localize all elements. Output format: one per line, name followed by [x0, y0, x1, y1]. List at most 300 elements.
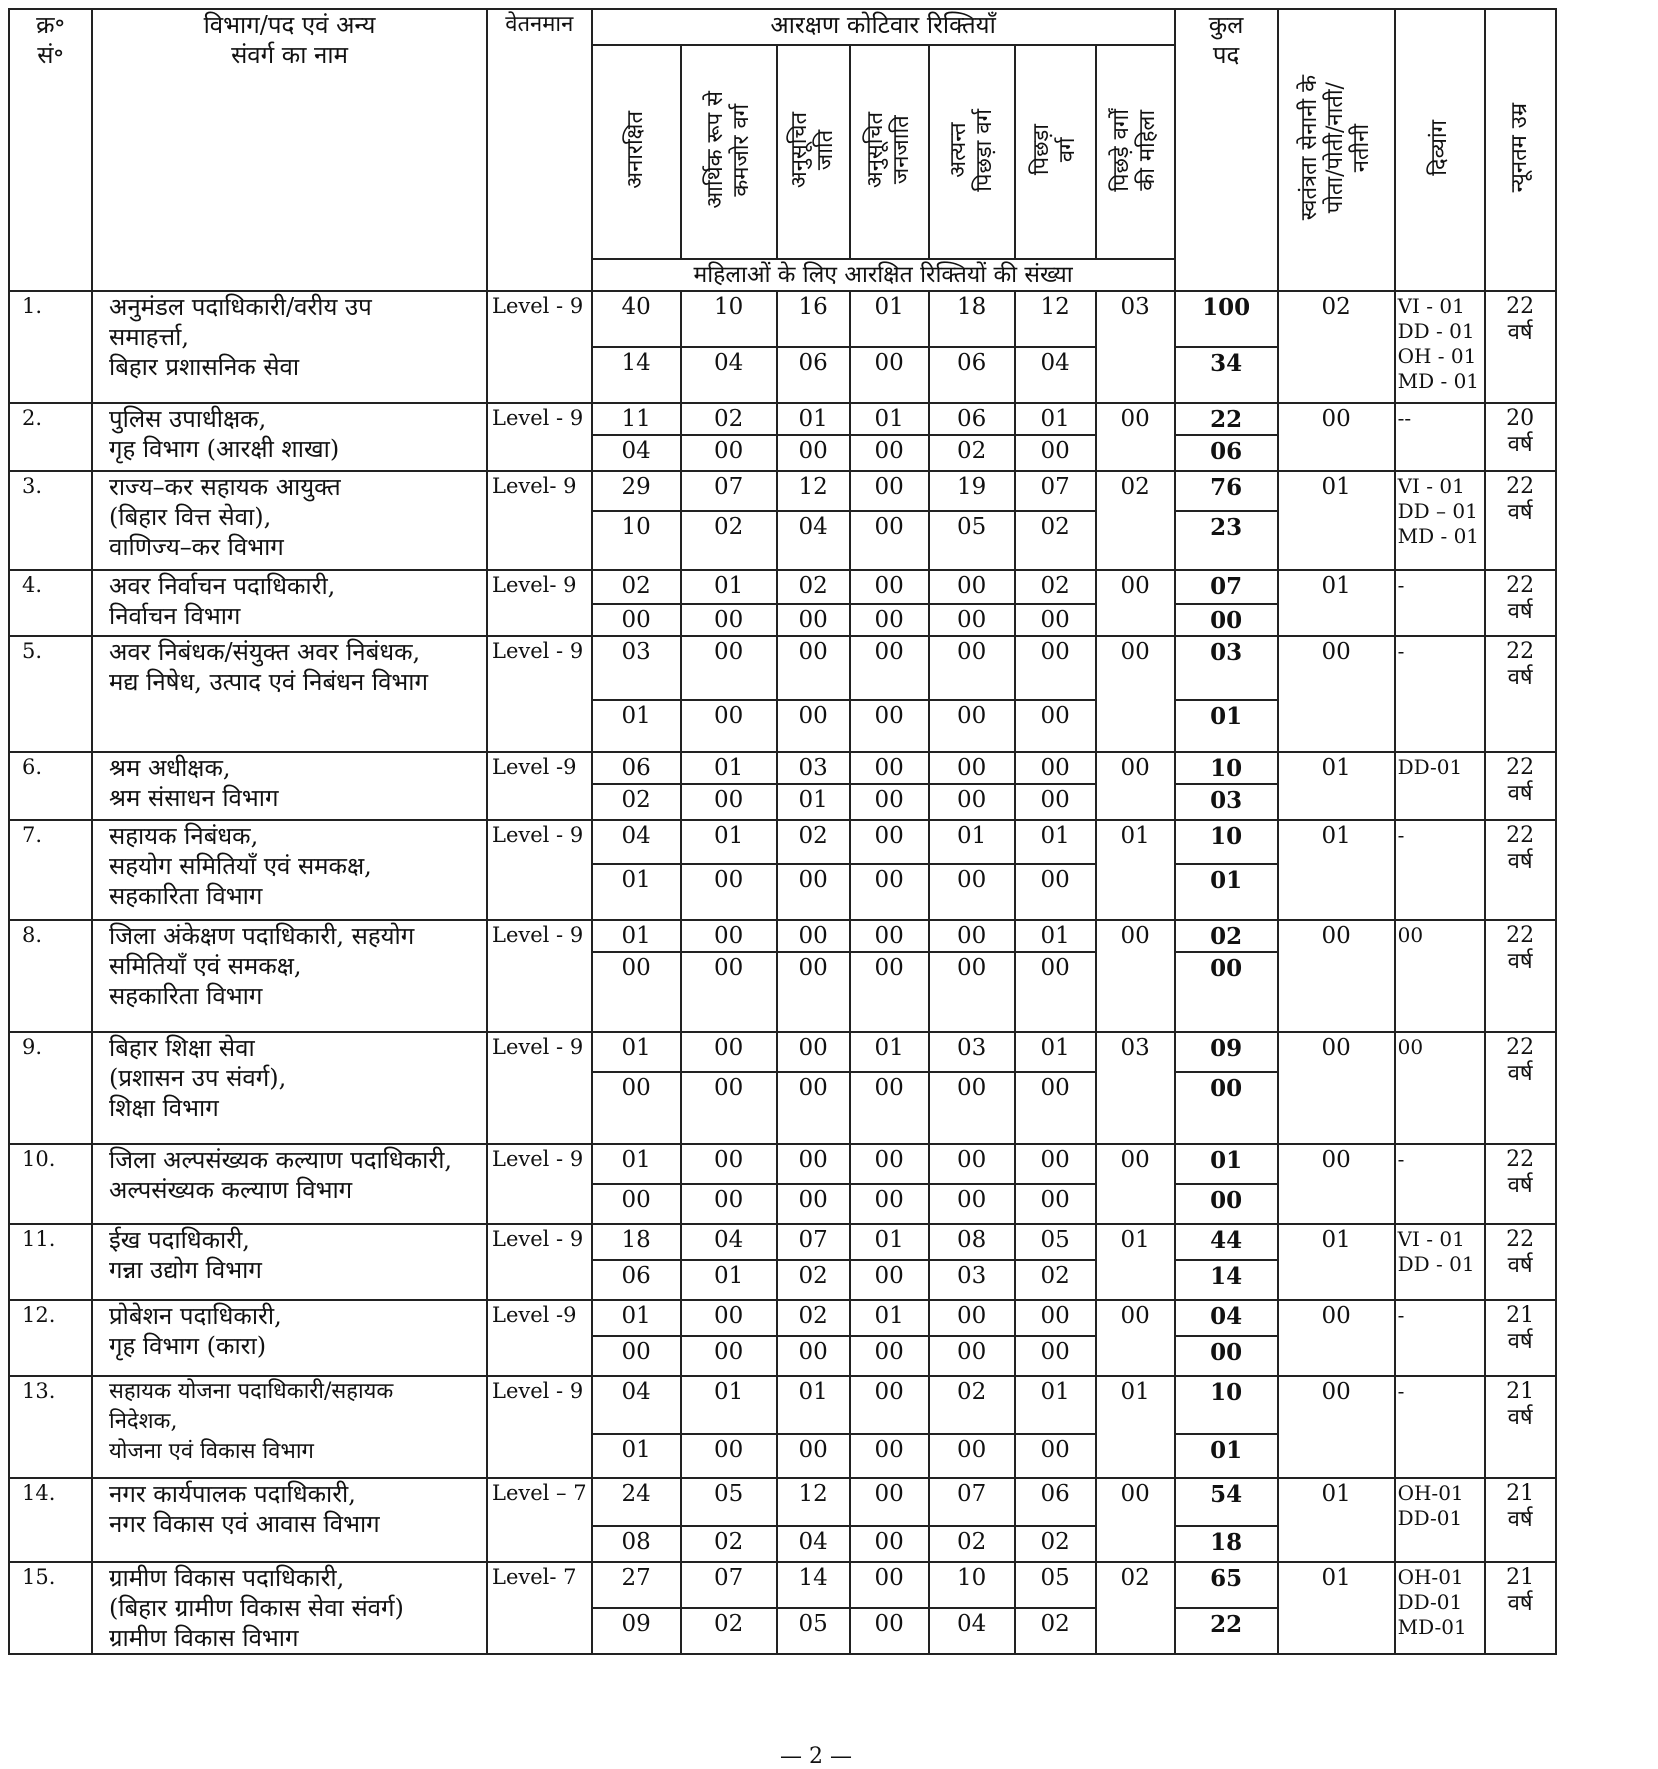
vacancy-count: 04	[681, 1224, 777, 1260]
vacancy-count: 29	[592, 471, 681, 511]
post-name: पुलिस उपाधीक्षक, गृह विभाग (आरक्षी शाखा)	[92, 403, 487, 471]
women-vacancy-count: 03	[929, 1260, 1015, 1300]
vacancy-count: 00	[777, 1032, 850, 1072]
pay-level: Level - 9	[487, 1376, 592, 1478]
women-vacancy-count: 04	[1015, 347, 1096, 403]
bc-women-count: 02	[1096, 471, 1175, 570]
freedom-fighter-count: 02	[1278, 291, 1395, 403]
vacancy-count: 00	[850, 1478, 929, 1526]
min-age: 22 वर्ष	[1485, 752, 1556, 820]
divyang-breakup: OH-01 DD-01 MD-01	[1395, 1562, 1485, 1654]
total-posts: 76	[1175, 471, 1278, 511]
total-women-posts: 06	[1175, 435, 1278, 471]
serial-number: 14.	[9, 1478, 92, 1562]
vacancy-count: 16	[777, 291, 850, 347]
vacancy-count: 00	[681, 636, 777, 700]
women-vacancy-count: 00	[1015, 1434, 1096, 1478]
vacancy-count: 02	[777, 1300, 850, 1336]
divyang-breakup: -	[1395, 820, 1485, 920]
vacancy-count: 01	[850, 1300, 929, 1336]
serial-number: 7.	[9, 820, 92, 920]
women-vacancy-count: 00	[592, 952, 681, 1032]
table-row	[9, 1562, 1556, 1608]
women-vacancy-count: 00	[777, 604, 850, 636]
vacancy-count: 03	[777, 752, 850, 784]
women-vacancy-count: 05	[777, 1608, 850, 1654]
table-row	[9, 1300, 1556, 1336]
women-vacancy-count: 00	[777, 435, 850, 471]
vacancy-count: 11	[592, 403, 681, 435]
bc-women-count: 00	[1096, 1144, 1175, 1224]
women-vacancy-count: 10	[592, 511, 681, 570]
serial-number: 15.	[9, 1562, 92, 1654]
women-vacancy-count: 08	[592, 1526, 681, 1562]
vacancy-count: 02	[777, 570, 850, 604]
min-age: 21 वर्ष	[1485, 1376, 1556, 1478]
women-vacancy-count: 02	[929, 1526, 1015, 1562]
women-vacancy-count: 02	[929, 435, 1015, 471]
vacancy-count: 02	[777, 820, 850, 864]
women-vacancy-count: 05	[929, 511, 1015, 570]
serial-number: 11.	[9, 1224, 92, 1300]
bc-women-count: 03	[1096, 291, 1175, 403]
vacancy-count: 00	[681, 1300, 777, 1336]
post-name: अवर निर्वाचन पदाधिकारी, निर्वाचन विभाग	[92, 570, 487, 636]
post-name: ग्रामीण विकास पदाधिकारी, (बिहार ग्रामीण विकास सेवा संवर्ग) ग्रामीण विकास विभाग	[92, 1562, 487, 1654]
vacancy-count: 07	[681, 471, 777, 511]
min-age: 21 वर्ष	[1485, 1562, 1556, 1654]
post-name: ईख पदाधिकारी, गन्ना उद्योग विभाग	[92, 1224, 487, 1300]
header-min-age: न्यूनतम उम्र	[1485, 9, 1556, 291]
min-age: 21 वर्ष	[1485, 1478, 1556, 1562]
pay-level: Level -9	[487, 752, 592, 820]
table-row	[9, 1478, 1556, 1526]
pay-level: Level - 9	[487, 1032, 592, 1144]
header-cat-st: अनुसूचित जनजाति	[850, 45, 929, 259]
women-vacancy-count: 02	[1015, 511, 1096, 570]
women-vacancy-count: 04	[777, 511, 850, 570]
freedom-fighter-count: 01	[1278, 1562, 1395, 1654]
women-vacancy-count: 06	[777, 347, 850, 403]
freedom-fighter-count: 01	[1278, 1478, 1395, 1562]
serial-number: 8.	[9, 920, 92, 1032]
vacancy-count: 00	[681, 920, 777, 952]
total-posts: 01	[1175, 1144, 1278, 1184]
divyang-breakup: -	[1395, 1300, 1485, 1376]
divyang-breakup: OH-01 DD-01	[1395, 1478, 1485, 1562]
vacancy-count: 27	[592, 1562, 681, 1608]
post-name: श्रम अधीक्षक, श्रम संसाधन विभाग	[92, 752, 487, 820]
vacancy-count: 04	[592, 1376, 681, 1434]
bc-women-count: 00	[1096, 570, 1175, 636]
total-posts: 04	[1175, 1300, 1278, 1336]
women-vacancy-count: 00	[850, 1184, 929, 1224]
vacancy-count: 06	[1015, 1478, 1096, 1526]
serial-number: 12.	[9, 1300, 92, 1376]
women-vacancy-count: 00	[929, 1336, 1015, 1376]
divyang-breakup: 00	[1395, 920, 1485, 1032]
pay-level: Level - 9	[487, 291, 592, 403]
women-vacancy-count: 00	[1015, 435, 1096, 471]
women-vacancy-count: 01	[592, 1434, 681, 1478]
pay-level: Level - 9	[487, 820, 592, 920]
vacancy-count: 10	[681, 291, 777, 347]
header-cat-ebc: अत्यन्त पिछड़ा वर्ग	[929, 45, 1015, 259]
women-vacancy-count: 01	[777, 784, 850, 820]
freedom-fighter-count: 00	[1278, 1300, 1395, 1376]
header-total: कुल पद	[1175, 9, 1278, 291]
vacancy-count: 00	[929, 752, 1015, 784]
women-vacancy-count: 00	[681, 864, 777, 920]
vacancy-count: 12	[777, 471, 850, 511]
vacancy-count: 00	[777, 1144, 850, 1184]
total-posts: 44	[1175, 1224, 1278, 1260]
women-vacancy-count: 00	[850, 1336, 929, 1376]
pay-level: Level - 9	[487, 920, 592, 1032]
serial-number: 1.	[9, 291, 92, 403]
divyang-breakup: -	[1395, 636, 1485, 752]
vacancy-count: 01	[681, 752, 777, 784]
total-women-posts: 22	[1175, 1608, 1278, 1654]
women-vacancy-count: 00	[929, 700, 1015, 752]
women-vacancy-count: 00	[681, 784, 777, 820]
vacancy-count: 01	[681, 820, 777, 864]
women-vacancy-count: 00	[1015, 784, 1096, 820]
header-divyang: दिव्यांग	[1395, 9, 1485, 291]
vacancy-count: 24	[592, 1478, 681, 1526]
women-vacancy-count: 04	[777, 1526, 850, 1562]
women-vacancy-count: 00	[777, 1336, 850, 1376]
vacancy-count: 01	[592, 1144, 681, 1184]
women-vacancy-count: 00	[929, 784, 1015, 820]
vacancy-count: 06	[592, 752, 681, 784]
women-vacancy-count: 00	[777, 700, 850, 752]
women-vacancy-count: 00	[850, 604, 929, 636]
women-vacancy-count: 00	[777, 1434, 850, 1478]
women-vacancy-count: 00	[929, 1184, 1015, 1224]
post-name: राज्य–कर सहायक आयुक्त (बिहार वित्त सेवा), वाणिज्य–कर विभाग	[92, 471, 487, 570]
women-vacancy-count: 00	[592, 604, 681, 636]
women-vacancy-count: 00	[1015, 1184, 1096, 1224]
women-vacancy-count: 02	[681, 511, 777, 570]
total-women-posts: 00	[1175, 1336, 1278, 1376]
min-age: 21 वर्ष	[1485, 1300, 1556, 1376]
women-vacancy-count: 00	[850, 1526, 929, 1562]
vacancy-count: 00	[681, 1144, 777, 1184]
total-posts: 10	[1175, 752, 1278, 784]
women-vacancy-count: 02	[1015, 1526, 1096, 1562]
header-department: विभाग/पद एवं अन्य संवर्ग का नाम	[92, 9, 487, 291]
pay-level: Level - 9	[487, 1144, 592, 1224]
women-vacancy-count: 14	[592, 347, 681, 403]
freedom-fighter-count: 01	[1278, 1224, 1395, 1300]
serial-number: 10.	[9, 1144, 92, 1224]
min-age: 22 वर्ष	[1485, 1224, 1556, 1300]
women-vacancy-count: 00	[1015, 604, 1096, 636]
post-name: बिहार शिक्षा सेवा (प्रशासन उप संवर्ग), शिक्षा विभाग	[92, 1032, 487, 1144]
vacancy-count: 01	[681, 1376, 777, 1434]
bc-women-count: 03	[1096, 1032, 1175, 1144]
post-name: अनुमंडल पदाधिकारी/वरीय उप समाहर्त्ता, बिहार प्रशासनिक सेवा	[92, 291, 487, 403]
women-vacancy-count: 01	[681, 1260, 777, 1300]
serial-number: 2.	[9, 403, 92, 471]
total-women-posts: 14	[1175, 1260, 1278, 1300]
vacancy-count: 01	[1015, 1032, 1096, 1072]
vacancy-count: 00	[777, 636, 850, 700]
header-cat-bc-women: पिछड़े वर्गों की महिला	[1096, 45, 1175, 259]
vacancy-count: 08	[929, 1224, 1015, 1260]
vacancy-count: 04	[592, 820, 681, 864]
post-name: जिला अंकेक्षण पदाधिकारी, सहयोग समितियाँ एवं समकक्ष, सहकारिता विभाग	[92, 920, 487, 1032]
header-cat-ews: आर्थिक रूप से कमजोर वर्ग	[681, 45, 777, 259]
vacancy-count: 00	[1015, 1300, 1096, 1336]
total-women-posts: 00	[1175, 604, 1278, 636]
vacancy-count: 01	[777, 403, 850, 435]
vacancy-count: 00	[929, 570, 1015, 604]
women-vacancy-count: 00	[850, 952, 929, 1032]
post-name: प्रोबेशन पदाधिकारी, गृह विभाग (कारा)	[92, 1300, 487, 1376]
vacancy-count: 01	[1015, 1376, 1096, 1434]
vacancy-count: 01	[929, 820, 1015, 864]
freedom-fighter-count: 00	[1278, 1144, 1395, 1224]
women-vacancy-count: 00	[929, 1434, 1015, 1478]
vacancy-count: 40	[592, 291, 681, 347]
women-vacancy-count: 00	[681, 435, 777, 471]
post-name: सहायक निबंधक, सहयोग समितियाँ एवं समकक्ष, सहकारिता विभाग	[92, 820, 487, 920]
post-name: नगर कार्यपालक पदाधिकारी, नगर विकास एवं आवास विभाग	[92, 1478, 487, 1562]
vacancy-count: 07	[929, 1478, 1015, 1526]
vacancy-count: 01	[850, 1224, 929, 1260]
women-vacancy-count: 00	[1015, 1336, 1096, 1376]
vacancy-count: 01	[850, 403, 929, 435]
divyang-breakup: VI - 01 DD – 01 MD - 01	[1395, 471, 1485, 570]
vacancy-count: 01	[592, 920, 681, 952]
vacancy-count: 01	[592, 1300, 681, 1336]
women-vacancy-count: 00	[681, 1434, 777, 1478]
women-vacancy-count: 00	[850, 700, 929, 752]
women-vacancy-count: 00	[850, 347, 929, 403]
serial-number: 5.	[9, 636, 92, 752]
freedom-fighter-count: 01	[1278, 471, 1395, 570]
freedom-fighter-count: 01	[1278, 752, 1395, 820]
women-vacancy-count: 00	[850, 864, 929, 920]
post-name: सहायक योजना पदाधिकारी/सहायक निदेशक, योजना एवं विकास विभाग	[92, 1376, 487, 1478]
bc-women-count: 01	[1096, 820, 1175, 920]
min-age: 22 वर्ष	[1485, 291, 1556, 403]
total-women-posts: 03	[1175, 784, 1278, 820]
divyang-breakup: VI - 01 DD - 01 OH - 01 MD - 01	[1395, 291, 1485, 403]
vacancy-count: 00	[850, 570, 929, 604]
women-vacancy-count: 02	[592, 784, 681, 820]
table-row	[9, 1032, 1556, 1072]
serial-number: 4.	[9, 570, 92, 636]
min-age: 22 वर्ष	[1485, 820, 1556, 920]
vacancy-count: 01	[777, 1376, 850, 1434]
total-posts: 10	[1175, 820, 1278, 864]
women-vacancy-count: 00	[929, 1072, 1015, 1144]
divyang-breakup: DD-01	[1395, 752, 1485, 820]
women-vacancy-count: 00	[777, 864, 850, 920]
min-age: 22 वर्ष	[1485, 1144, 1556, 1224]
vacancy-count: 02	[681, 403, 777, 435]
women-vacancy-count: 00	[929, 864, 1015, 920]
women-vacancy-count: 00	[850, 435, 929, 471]
vacancy-count: 00	[850, 920, 929, 952]
total-women-posts: 00	[1175, 1072, 1278, 1144]
table-row	[9, 1376, 1556, 1434]
min-age: 22 वर्ष	[1485, 1032, 1556, 1144]
vacancy-count: 02	[1015, 570, 1096, 604]
vacancy-count: 00	[1015, 752, 1096, 784]
header-paylevel: वेतनमान	[487, 9, 592, 291]
divyang-breakup: VI - 01 DD - 01	[1395, 1224, 1485, 1300]
divyang-breakup: 00	[1395, 1032, 1485, 1144]
vacancy-count: 06	[929, 403, 1015, 435]
vacancy-table-sheet	[8, 8, 1557, 1655]
vacancy-count: 14	[777, 1562, 850, 1608]
women-vacancy-count: 00	[592, 1184, 681, 1224]
women-vacancy-count: 04	[681, 347, 777, 403]
min-age: 22 वर्ष	[1485, 471, 1556, 570]
bc-women-count: 01	[1096, 1224, 1175, 1300]
total-posts: 100	[1175, 291, 1278, 347]
women-vacancy-count: 06	[929, 347, 1015, 403]
min-age: 20 वर्ष	[1485, 403, 1556, 471]
post-name: अवर निबंधक/संयुक्त अवर निबंधक, मद्य निषेध, उत्पाद एवं निबंधन विभाग	[92, 636, 487, 752]
vacancy-count: 01	[1015, 920, 1096, 952]
pay-level: Level -9	[487, 1300, 592, 1376]
total-posts: 07	[1175, 570, 1278, 604]
vacancy-count: 00	[929, 1300, 1015, 1336]
total-women-posts: 01	[1175, 1434, 1278, 1478]
women-vacancy-count: 04	[592, 435, 681, 471]
vacancy-count: 03	[929, 1032, 1015, 1072]
header-reservation: आरक्षण कोटिवार रिक्तियाँ	[592, 9, 1175, 45]
vacancy-count: 00	[850, 1144, 929, 1184]
table-row	[9, 403, 1556, 435]
header-women-note: महिलाओं के लिए आरक्षित रिक्तियों की संख्या	[592, 259, 1175, 291]
women-vacancy-count: 02	[1015, 1260, 1096, 1300]
table-row	[9, 1224, 1556, 1260]
vacancy-count: 00	[681, 1032, 777, 1072]
total-women-posts: 01	[1175, 700, 1278, 752]
bc-women-count: 01	[1096, 1376, 1175, 1478]
vacancy-count: 07	[777, 1224, 850, 1260]
women-vacancy-count: 00	[681, 604, 777, 636]
women-vacancy-count: 00	[850, 1434, 929, 1478]
women-vacancy-count: 00	[1015, 864, 1096, 920]
women-vacancy-count: 00	[850, 1260, 929, 1300]
table-row	[9, 291, 1556, 347]
women-vacancy-count: 00	[1015, 1072, 1096, 1144]
women-vacancy-count: 00	[929, 952, 1015, 1032]
pay-level: Level - 9	[487, 1224, 592, 1300]
table-row	[9, 820, 1556, 864]
freedom-fighter-count: 00	[1278, 1376, 1395, 1478]
min-age: 22 वर्ष	[1485, 636, 1556, 752]
header-freedom-fighter: स्वतंत्रता सेनानी के पोता/पोती/नाती/ नतीनी	[1278, 9, 1395, 291]
header-cat-sc: अनुसूचित जाति	[777, 45, 850, 259]
women-vacancy-count: 02	[777, 1260, 850, 1300]
header-serial: क्र॰ सं॰	[9, 9, 92, 291]
vacancy-table	[8, 8, 1557, 1655]
women-vacancy-count: 00	[592, 1336, 681, 1376]
vacancy-count: 00	[929, 1144, 1015, 1184]
women-vacancy-count: 00	[681, 1336, 777, 1376]
women-vacancy-count: 01	[592, 700, 681, 752]
vacancy-count: 00	[1015, 636, 1096, 700]
women-vacancy-count: 00	[850, 511, 929, 570]
women-vacancy-count: 06	[592, 1260, 681, 1300]
vacancy-count: 00	[850, 820, 929, 864]
min-age: 22 वर्ष	[1485, 920, 1556, 1032]
women-vacancy-count: 00	[929, 604, 1015, 636]
women-vacancy-count: 00	[1015, 952, 1096, 1032]
total-posts: 03	[1175, 636, 1278, 700]
women-vacancy-count: 02	[681, 1608, 777, 1654]
total-women-posts: 01	[1175, 864, 1278, 920]
women-vacancy-count: 00	[850, 1072, 929, 1144]
vacancy-count: 10	[929, 1562, 1015, 1608]
vacancy-count: 00	[850, 471, 929, 511]
vacancy-count: 05	[681, 1478, 777, 1526]
pay-level: Level - 9	[487, 636, 592, 752]
total-women-posts: 23	[1175, 511, 1278, 570]
vacancy-count: 00	[850, 1376, 929, 1434]
women-vacancy-count: 00	[681, 1072, 777, 1144]
table-row	[9, 920, 1556, 952]
vacancy-count: 05	[1015, 1224, 1096, 1260]
table-row	[9, 1144, 1556, 1184]
total-posts: 02	[1175, 920, 1278, 952]
women-vacancy-count: 00	[592, 1072, 681, 1144]
vacancy-count: 02	[592, 570, 681, 604]
freedom-fighter-count: 00	[1278, 920, 1395, 1032]
women-vacancy-count: 00	[681, 700, 777, 752]
header-cat-unreserved: अनारक्षित	[592, 45, 681, 259]
table-row	[9, 471, 1556, 511]
vacancy-count: 02	[929, 1376, 1015, 1434]
bc-women-count: 00	[1096, 636, 1175, 752]
women-vacancy-count: 00	[777, 1072, 850, 1144]
pay-level: Level - 9	[487, 403, 592, 471]
pay-level: Level – 7	[487, 1478, 592, 1562]
vacancy-count: 18	[592, 1224, 681, 1260]
women-vacancy-count: 00	[681, 952, 777, 1032]
women-vacancy-count: 09	[592, 1608, 681, 1654]
total-women-posts: 18	[1175, 1526, 1278, 1562]
women-vacancy-count: 02	[681, 1526, 777, 1562]
bc-women-count: 00	[1096, 1300, 1175, 1376]
pay-level: Level- 9	[487, 471, 592, 570]
total-women-posts: 00	[1175, 1184, 1278, 1224]
vacancy-count: 07	[681, 1562, 777, 1608]
divyang-breakup: -	[1395, 570, 1485, 636]
total-women-posts: 00	[1175, 952, 1278, 1032]
vacancy-count: 00	[1015, 1144, 1096, 1184]
freedom-fighter-count: 01	[1278, 570, 1395, 636]
vacancy-count: 12	[1015, 291, 1096, 347]
total-posts: 54	[1175, 1478, 1278, 1526]
vacancy-count: 12	[777, 1478, 850, 1526]
women-vacancy-count: 01	[592, 864, 681, 920]
vacancy-count: 00	[850, 636, 929, 700]
vacancy-count: 18	[929, 291, 1015, 347]
vacancy-count: 05	[1015, 1562, 1096, 1608]
divyang-breakup: -	[1395, 1144, 1485, 1224]
divyang-breakup: --	[1395, 403, 1485, 471]
vacancy-count: 01	[850, 291, 929, 347]
